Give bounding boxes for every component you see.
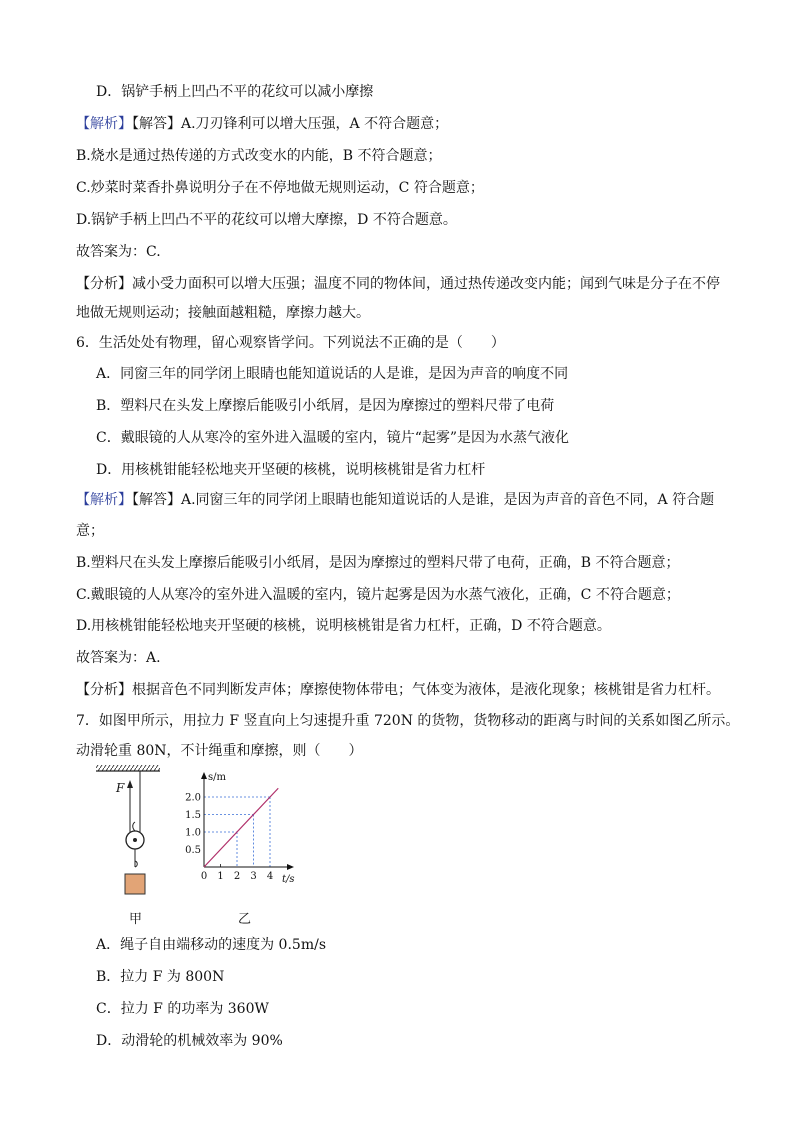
q5-fenxi-2: 地做无规则运动；接触面越粗糙，摩擦力越大。: [76, 305, 370, 321]
y-tick-label-3: 2.0: [185, 792, 201, 804]
q5-option-d: D．锅铲手柄上凹凸不平的花纹可以减小摩擦: [96, 84, 374, 100]
x-tick-label-0: 0: [200, 871, 208, 882]
y-tick-label-0: 0.5: [185, 845, 201, 856]
series-line-0: [204, 788, 278, 867]
y-axis-label: s/m: [208, 772, 226, 783]
q5-line-c: C.炒菜时菜香扑鼻说明分子在不停地做无规则运动，C 符合题意；: [76, 180, 484, 196]
q7-stem-2: 动滑轮重 80N，不计绳重和摩擦，则（ ）: [76, 743, 363, 759]
y-axis-arrow: [201, 772, 207, 779]
x-tick-label-1: 1: [217, 871, 224, 882]
q6-line-d: D.用核桃钳能轻松地夹开坚硬的核桃，说明核桃钳是省力杠杆，正确，D 不符合题意。: [76, 618, 611, 634]
answer-text: 【解答】A.同窗三年的同学闭上眼睛也能知道说话的人是谁，是因为声音的音色不同，A 符合题: [132, 492, 715, 508]
q7-stem-1: 7．如图甲所示，用拉力 F 竖直向上匀速提升重 720N 的货物，货物移动的距离与时间的关系如图乙所示。: [76, 713, 740, 729]
q5-answer: [76, 114, 448, 134]
q6-option-a: A．同窗三年的同学闭上眼睛也能知道说话的人是谁，是因为声音的响度不同: [96, 366, 569, 382]
analysis-tag: 【解析】: [76, 492, 132, 508]
q6-line-b: B.塑料尺在头发上摩擦后能吸引小纸屑，是因为摩擦过的塑料尺带了电荷，正确，B 不符合题意；: [76, 555, 680, 571]
x-tick-label-3: 3: [250, 871, 257, 882]
y-tick-label-1: 1.0: [185, 827, 201, 839]
force-label: F: [116, 781, 125, 795]
x-axis-arrow: [287, 864, 294, 870]
q7-option-c: C．拉力 F 的功率为 360W: [96, 1001, 269, 1017]
q7-option-b: B．拉力 F 为 800N: [96, 969, 225, 985]
q6-fenxi: 【分析】根据音色不同判断发声体；摩擦使物体带电；气体变为液体，是液化现象；核桃钳是省力杠杆。: [76, 682, 720, 698]
ceiling: [96, 765, 160, 771]
figure-label-left: 甲: [129, 912, 143, 927]
cargo-box: [125, 874, 145, 894]
x-tick-label-2: 2: [233, 871, 241, 882]
x-axis-label: t/s: [282, 874, 295, 885]
q6-conclusion: 故答案为：A.: [76, 650, 161, 666]
y-tick-label-2: 1.5: [185, 810, 201, 821]
s-t-chart: [178, 766, 298, 888]
q6-option-c: C．戴眼镜的人从寒冷的室外进入温暖的室内，镜片“起雾”是因为水蒸气液化: [96, 430, 570, 446]
q6-answer-2: 意；: [76, 523, 104, 539]
pulley-axle: [133, 838, 137, 842]
q7-option-d: D．动滑轮的机械效率为 90%: [96, 1033, 283, 1049]
figure-label-right: 乙: [238, 912, 252, 927]
q7-option-a: A．绳子自由端移动的速度为 0.5m/s: [96, 937, 327, 953]
q5-conclusion: 故答案为：C.: [76, 244, 161, 260]
q6-stem: 6．生活处处有物理，留心观察皆学问。下列说法不正确的是（ ）: [76, 335, 505, 351]
q5-line-d: D.锅铲手柄上凹凸不平的花纹可以增大摩擦，D 不符合题意。: [76, 212, 457, 228]
q6-line-c: C.戴眼镜的人从寒冷的室外进入温暖的室内，镜片起雾是因为水蒸气液化，正确，C 不符合题意；: [76, 587, 680, 603]
arrow-head: [127, 780, 133, 788]
q5-line-b: B.烧水是通过热传递的方式改变水的内能，B 不符合题意；: [76, 148, 442, 164]
q6-option-d: D．用核桃钳能轻松地夹开坚硬的核桃，说明核桃钳是省力杠杆: [96, 462, 486, 478]
pulley-hook-top: [133, 822, 135, 831]
q6-answer-1: [76, 490, 714, 510]
q5-fenxi-1: 【分析】减小受力面积可以增大压强；温度不同的物体间，通过热传递改变内能；闻到气味是分子在不停: [76, 276, 720, 292]
pulley-diagram: [92, 762, 168, 910]
answer-text: 【解答】A.刀刃锋利可以增大压强，A 不符合题意；: [132, 116, 449, 132]
analysis-tag: 【解析】: [76, 116, 132, 132]
x-tick-label-4: 4: [266, 871, 274, 882]
q6-option-b: B．塑料尺在头发上摩擦后能吸引小纸屑，是因为摩擦过的塑料尺带了电荷: [96, 398, 555, 414]
